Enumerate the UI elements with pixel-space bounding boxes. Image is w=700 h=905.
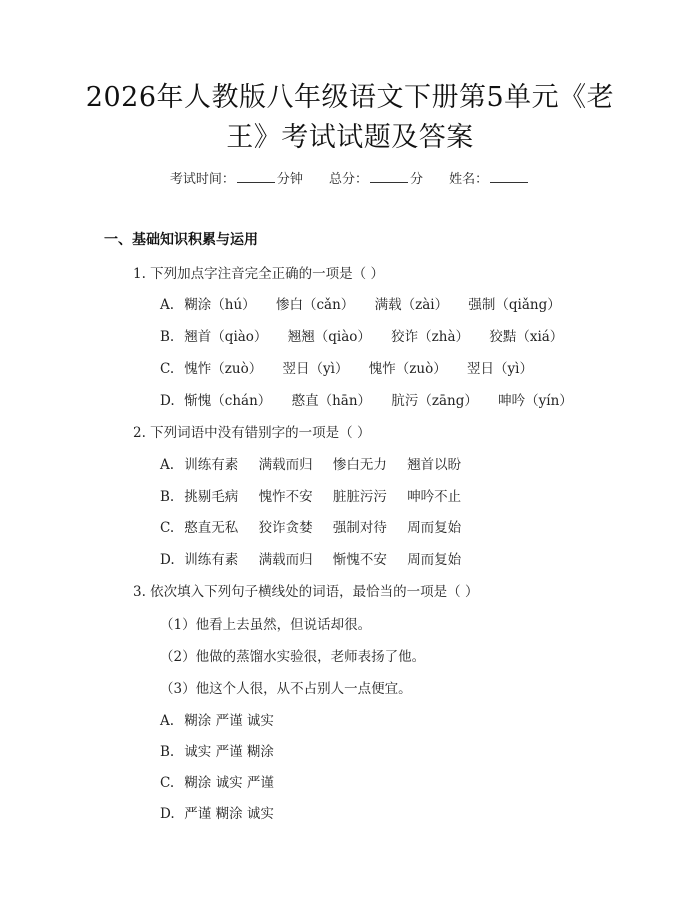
question-2-stem: 2. 下列词语中没有错别字的一项是（ ） [133, 425, 371, 441]
option-item: 狡诈贪婪 [258, 520, 313, 536]
question-3-stem: 3. 依次填入下列句子横线处的词语，最恰当的一项是（ ） [133, 584, 479, 600]
option-item: 强制（qiǎng） [468, 297, 561, 313]
option-item: 训练有素 [184, 457, 239, 473]
option-item: 满载而归 [258, 552, 313, 568]
option-item: 翌日（yì） [467, 361, 533, 377]
option-item: 愧怍（zuò） [184, 361, 263, 377]
total-score-field [329, 172, 427, 187]
title-line-2: 王》考试试题及答案 [226, 122, 474, 153]
question-1-stem: 1. 下列加点字注音完全正确的一项是（ ） [133, 266, 384, 282]
question-1-option-a [160, 293, 577, 313]
option-item: 翘翘（qiào） [287, 329, 371, 345]
option-label: D. [160, 393, 175, 409]
exam-info-bar [0, 168, 700, 187]
option-item: 糊涂（hú） [184, 297, 256, 313]
question-1-option-b [160, 325, 579, 345]
option-label: B. [160, 329, 175, 345]
question-3-sentence-1: （1）他看上去虽然，但说话却很。 [160, 617, 372, 633]
question-3-option-d [160, 802, 274, 822]
exam-time-field [170, 172, 307, 187]
title-line-1: 2026年人教版八年级语文下册第5单元《老 [85, 82, 615, 113]
total-score-label: 总分： [328, 172, 368, 187]
exam-time-label: 考试时间： [169, 172, 235, 187]
option-label: B. [160, 489, 175, 505]
option-item: 满载（zài） [374, 297, 449, 313]
document-title [60, 78, 640, 158]
option-label: B. [160, 744, 175, 760]
question-3-option-a [160, 709, 274, 729]
name-blank [490, 170, 528, 183]
option-item: 愧怍不安 [258, 489, 313, 505]
option-item: 满载而归 [258, 457, 313, 473]
total-score-blank [370, 170, 408, 183]
option-label: C. [160, 361, 175, 377]
option-item: 憨直（hān） [291, 393, 372, 409]
option-label: A. [160, 297, 175, 313]
question-3-option-c [160, 771, 274, 791]
option-text: 诚实 严谨 糊涂 [184, 744, 274, 760]
option-item: 呻吟（yín） [498, 393, 573, 409]
name-label: 姓名： [449, 172, 489, 187]
question-2-option-a [160, 453, 477, 473]
total-score-unit: 分 [410, 172, 424, 187]
option-label: A. [160, 713, 175, 729]
option-label: C. [160, 520, 175, 536]
question-1-option-d [160, 389, 589, 409]
option-item: 翌日（yì） [282, 361, 349, 377]
option-item: 翘首以盼 [407, 457, 462, 473]
question-2-option-c [160, 516, 477, 536]
option-item: 肮污（zāng） [391, 393, 478, 409]
option-item: 惨白无力 [332, 457, 387, 473]
option-text: 糊涂 严谨 诚实 [184, 713, 274, 729]
section-heading: 一、基础知识积累与运用 [104, 232, 258, 248]
option-item: 惨白（cǎn） [275, 297, 355, 313]
exam-time-unit: 分钟 [276, 172, 303, 187]
option-item: 狡诈（zhà） [391, 329, 470, 345]
option-item: 训练有素 [184, 552, 239, 568]
exam-time-blank [237, 170, 275, 183]
question-3-option-b [160, 740, 274, 760]
option-item: 呻吟不止 [407, 489, 462, 505]
option-item: 挑剔毛病 [184, 489, 239, 505]
option-item: 翘首（qiào） [184, 329, 268, 345]
question-2-option-b [160, 485, 477, 505]
option-item: 惭愧（chán） [184, 393, 272, 409]
option-label: D. [160, 806, 175, 822]
option-label: C. [160, 775, 175, 791]
name-field [449, 172, 530, 187]
option-item: 惭愧不安 [332, 552, 387, 568]
option-item: 脏脏污污 [332, 489, 387, 505]
option-item: 周而复始 [407, 520, 462, 536]
question-3-sentence-2: （2）他做的蒸馏水实验很，老师表扬了他。 [160, 649, 426, 665]
option-item: 憨直无私 [184, 520, 239, 536]
question-2-option-d [160, 548, 477, 568]
option-item: 狡黠（xiá） [489, 329, 564, 345]
option-label: D. [160, 552, 175, 568]
option-item: 愧怍（zuò） [368, 361, 447, 377]
question-1-option-c [160, 357, 549, 377]
option-item: 强制对待 [332, 520, 387, 536]
option-label: A. [160, 457, 175, 473]
option-text: 糊涂 诚实 严谨 [184, 775, 274, 791]
question-3-sentence-3: （3）他这个人很，从不占别人一点便宜。 [160, 681, 412, 697]
option-text: 严谨 糊涂 诚实 [184, 806, 274, 822]
option-item: 周而复始 [407, 552, 462, 568]
